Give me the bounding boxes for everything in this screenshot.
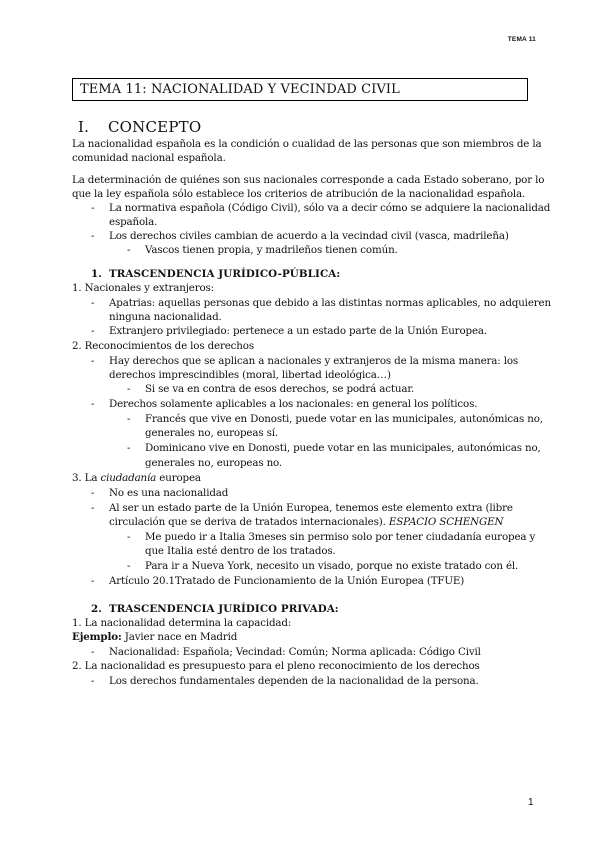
list-item: Al ser un estado parte de la Unión Europea, tenemos este elemento extra (libre	[109, 502, 513, 514]
para2-line-2: que la ley española sólo establece los criterios de atribución de la nacionalidad española.	[72, 188, 526, 200]
bullet-marker: -	[91, 202, 95, 214]
list-item: Extranjero privilegiado: pertenece a un estado parte de la Unión Europea.	[109, 325, 488, 337]
sub-list-item: Vascos tienen propia, y madrileños tienen común.	[145, 244, 398, 256]
sub-list-item: Para ir a Nueva York, necesito un visado, porque no existe tratado con él.	[145, 560, 519, 572]
bullet-marker: -	[91, 675, 95, 687]
sub-list-item-cont: que Italia esté dentro de los tratados.	[145, 545, 336, 557]
subsection-number: 1.	[91, 268, 102, 280]
list-item: Hay derechos que se aplican a nacionales y extranjeros de la misma manera: los	[109, 355, 519, 367]
example-label: Ejemplo:	[72, 631, 122, 643]
list-item: Los derechos fundamentales dependen de la nacionalidad de la persona.	[109, 675, 479, 687]
list-item: Artículo 20.1Tratado de Funcionamiento de la Unión Europea (TFUE)	[109, 575, 465, 587]
intro-line-2: comunidad nacional española.	[72, 152, 226, 164]
section-number: I.	[78, 118, 90, 136]
sub-list-item-cont: generales no, europeas no.	[145, 457, 283, 469]
point-heading: 2. La nacionalidad es presupuesto para el pleno reconocimiento de los derechos	[72, 660, 480, 672]
point-heading: 2. Reconocimientos de los derechos	[72, 340, 254, 352]
bullet-marker: -	[91, 297, 95, 309]
list-item-cont: circulación que se deriva de tratados internacionales). ESPACIO SCHENGEN	[109, 516, 504, 528]
bullet-marker: -	[91, 230, 95, 242]
subsection-heading: TRASCENDENCIA JURÍDICO PRIVADA:	[109, 603, 339, 615]
page-number: 1	[528, 797, 534, 808]
point-heading: 3. La ciudadanía europea	[72, 472, 201, 484]
list-item-cont: española.	[109, 216, 158, 228]
list-item: La normativa española (Código Civil), sólo va a decir cómo se adquiere la nacionalidad	[109, 202, 551, 214]
sub-bullet-marker: -	[127, 244, 131, 256]
running-header: TEMA 11	[507, 36, 536, 43]
sub-bullet-marker: -	[127, 413, 131, 425]
sub-list-item: Francés que vive en Donosti, puede votar en las municipales, autonómicas no,	[145, 413, 543, 425]
sub-list-item-cont: generales no, europeas sí.	[145, 427, 278, 439]
title-box	[72, 78, 528, 101]
list-item-cont: ninguna nacionalidad.	[109, 311, 222, 323]
sub-list-item: Me puedo ir a Italia 3meses sin permiso solo por tener ciudadanía europea y	[145, 531, 536, 543]
sub-list-item: Si se va en contra de esos derechos, se podrá actuar.	[145, 383, 415, 395]
list-item: Derechos solamente aplicables a los nacionales: en general los políticos.	[109, 398, 478, 410]
sub-bullet-marker: -	[127, 383, 131, 395]
subsection-heading: TRASCENDENCIA JURÍDICO-PÚBLICA:	[109, 268, 341, 280]
page-title: TEMA 11: NACIONALIDAD Y VECINDAD CIVIL	[80, 82, 400, 97]
section-label: CONCEPTO	[108, 118, 202, 136]
sub-list-item: Dominicano vive en Donosti, puede votar en las municipales, autonómicas no,	[145, 442, 541, 454]
point-heading: 1. Nacionales y extranjeros:	[72, 282, 215, 294]
bullet-marker: -	[91, 575, 95, 587]
list-item: No es una nacionalidad	[109, 487, 229, 499]
bullet-marker: -	[91, 325, 95, 337]
bullet-marker: -	[91, 502, 95, 514]
subsection-number: 2.	[91, 603, 102, 615]
bullet-marker: -	[91, 355, 95, 367]
example-line: Ejemplo: Javier nace en Madrid	[72, 631, 238, 643]
point-heading: 1. La nacionalidad determina la capacidad:	[72, 617, 292, 629]
schengen-label: ESPACIO SCHENGEN	[385, 516, 504, 528]
sub-bullet-marker: -	[127, 560, 131, 572]
para2-line-1: La determinación de quiénes son sus nacionales corresponde a cada Estado soberano, por lo	[72, 174, 545, 186]
list-item-cont: derechos imprescindibles (moral, libertad ideológica…)	[109, 369, 391, 381]
bullet-marker: -	[91, 398, 95, 410]
sub-bullet-marker: -	[127, 531, 131, 543]
intro-line-1: La nacionalidad española es la condición o cualidad de las personas que son miembros de la	[72, 138, 542, 150]
section-heading	[78, 118, 201, 136]
bullet-marker: -	[91, 646, 95, 658]
sub-bullet-marker: -	[127, 442, 131, 454]
list-item: Nacionalidad: Española; Vecindad: Común; Norma aplicada: Código Civil	[109, 646, 481, 658]
list-item: Los derechos civiles cambian de acuerdo a la vecindad civil (vasca, madrileña)	[109, 230, 509, 242]
bullet-marker: -	[91, 487, 95, 499]
list-item: Apatrias: aquellas personas que debido a las distintas normas aplicables, no adquieren	[109, 297, 551, 309]
